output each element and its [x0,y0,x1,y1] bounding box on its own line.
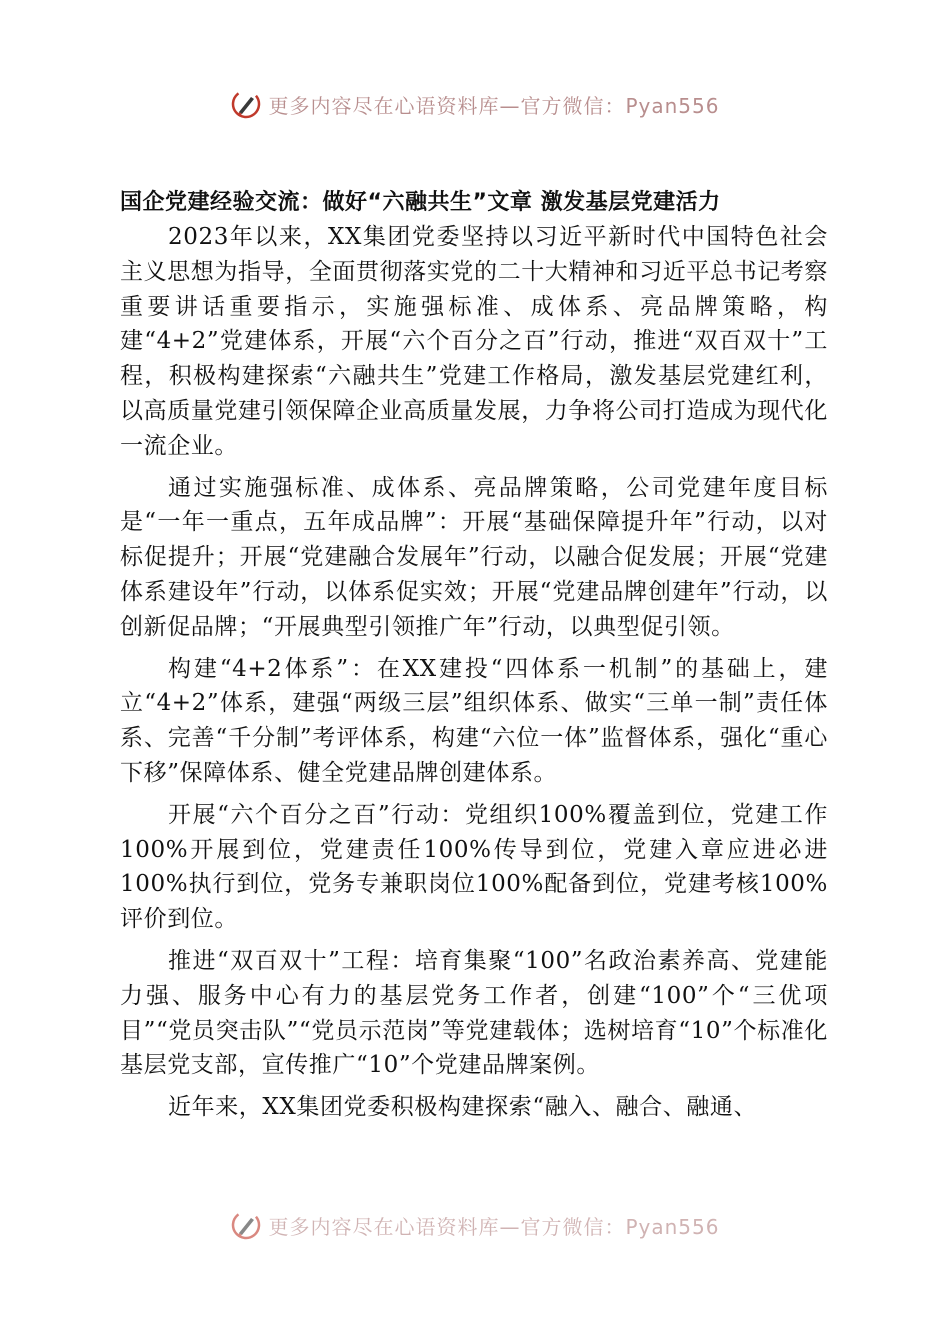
paragraph: 构建“4+2体系”：在XX建投“四体系一机制”的基础上，建立“4+2”体系，建强“两级三层”组织体系、做实“三单一制”责任体系、完善“千分制”考评体系，构建“六位一体”监督体系，强化“重心下移”保障体系、健全党建品牌创建体系。 [120,655,828,786]
watermark-footer [0,1205,950,1245]
paragraph: 通过实施强标准、成体系、亮品牌策略，公司党建年度目标是“一年一重点，五年成品牌”：开展“基础保障提升年”行动，以对标促提升；开展“党建融合发展年”行动，以融合促发展；开展“党建体系建设年”行动，以体系促实效；开展“党建品牌创建年”行动，以创新促品牌；“开展典型引领推广年”行动，以典型促引领。 [120,474,828,640]
watermark-text: 更多内容尽在心语资料库—官方微信：Pyan556 [268,93,720,118]
paragraph: 2023年以来，XX集团党委坚持以习近平新时代中国特色社会主义思想为指导，全面贯彻落实党的二十大精神和习近平总书记考察重要讲话重要指示，实施强标准、成体系、亮品牌策略，构建“4+2”党建体系，开展“六个百分之百”行动，推进“双百双十”工程，积极构建探索“六融共生”党建工作格局，激发基层党建红利，以高质量党建引领保障企业高质量发展，力争将公司打造成为现代化一流企业。 [120,224,828,459]
watermark-text: 更多内容尽在心语资料库—官方微信：Pyan556 [268,1214,720,1239]
document-title: 国企党建经验交流：做好“六融共生”文章 激发基层党建活力 [120,190,721,215]
pen-swirl-logo-icon [230,1209,262,1241]
paragraph: 近年来，XX集团党委积极构建探索“融入、融合、融通、 [168,1094,758,1121]
document-body [120,186,828,1132]
paragraph: 开展“六个百分之百”行动：党组织100%覆盖到位，党建工作100%开展到位，党建责任100%传导到位，党建入章应进必进100%执行到位，党务专兼职岗位100%配备到位，党建考核100%评价到位。 [120,801,828,933]
paragraph: 推进“双百双十”工程：培育集聚“100”名政治素养高、党建能力强、服务中心有力的基层党务工作者，创建“100”个“三优项目”“党员突击队”“党员示范岗”等党建载体；选树培育“10”个标准化基层党支部，宣传推广“10”个党建品牌案例。 [120,947,828,1079]
pen-swirl-logo-icon [230,88,262,120]
watermark-header [0,84,950,124]
